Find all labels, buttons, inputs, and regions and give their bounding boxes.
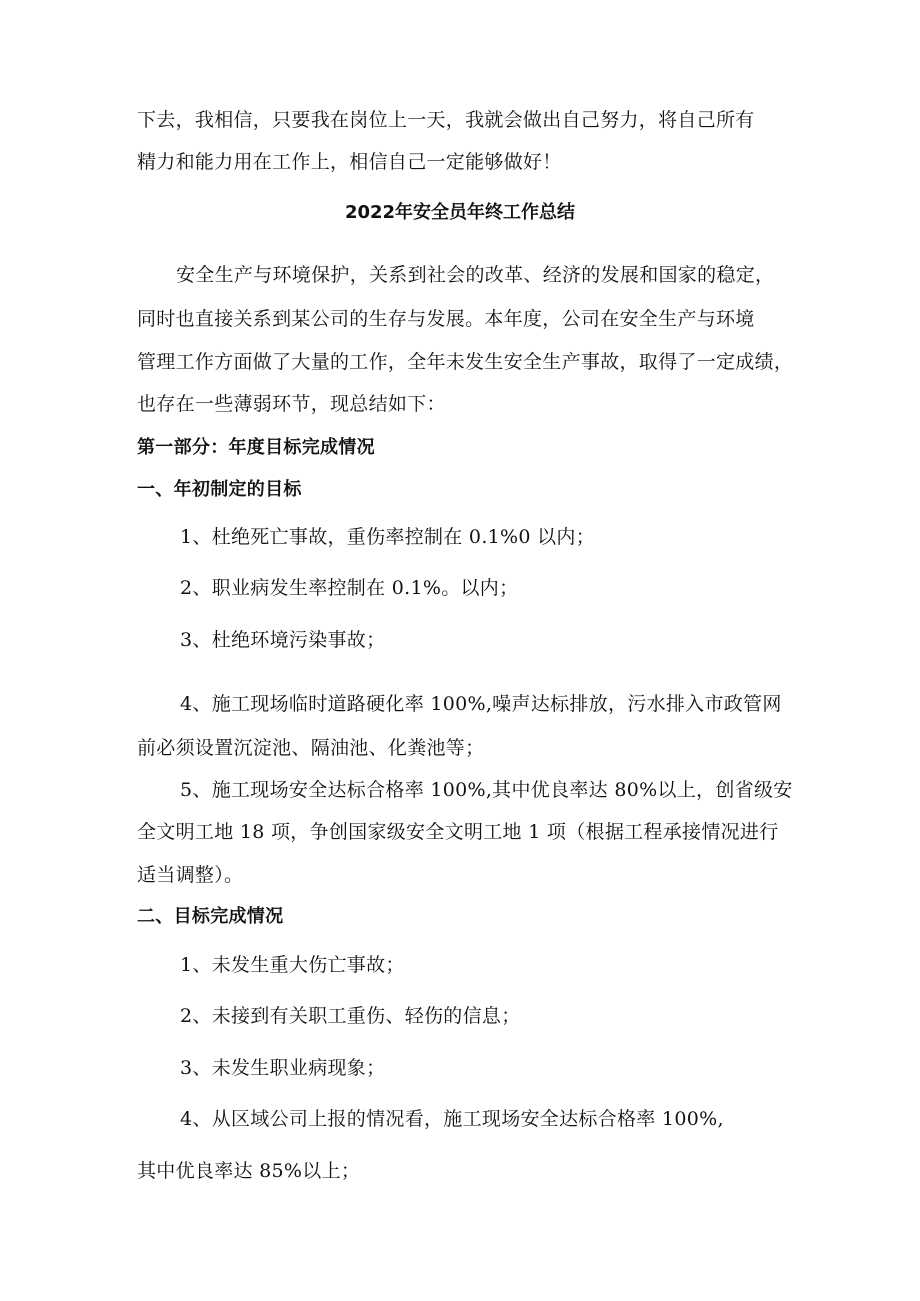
goal-item-5-line-1: 5、施工现场安全达标合格率 100%,其中优良率达 80%以上，创省级安 — [180, 779, 793, 801]
section2-heading: 二、目标完成情况 — [137, 906, 284, 927]
result-item-1: 1、未发生重大伤亡事故； — [180, 954, 405, 976]
intro-line-3: 管理工作方面做了大量的工作，全年未发生安全生产事故，取得了一定成绩， — [137, 351, 794, 373]
intro-line-4: 也存在一些薄弱环节，现总结如下： — [137, 393, 446, 415]
result-item-3: 3、未发生职业病现象； — [180, 1057, 386, 1079]
carryover-line-1: 下去，我相信，只要我在岗位上一天，我就会做出自己努力，将自己所有 — [137, 109, 755, 131]
document-title: 2022年安全员年终工作总结 — [344, 202, 576, 223]
intro-line-2: 同时也直接关系到某公司的生存与发展。本年度，公司在安全生产与环境 — [137, 308, 755, 330]
section1-heading: 一、年初制定的目标 — [137, 479, 302, 500]
goal-item-5-line-3: 适当调整）。 — [137, 864, 244, 886]
carryover-line-2: 精力和能力用在工作上，相信自己一定能够做好！ — [137, 151, 562, 173]
goal-item-1: 1、杜绝死亡事故，重伤率控制在 0.1%0 以内； — [180, 526, 596, 548]
result-item-2: 2、未接到有关职工重伤、轻伤的信息； — [180, 1005, 521, 1027]
result-item-4-line-1: 4、从区域公司上报的情况看，施工现场安全达标合格率 100%, — [180, 1108, 724, 1130]
goal-item-3: 3、杜绝环境污染事故； — [180, 629, 386, 651]
goal-item-5-line-2: 全文明工地 18 项，争创国家级安全文明工地 1 项（根据工程承接情况进行 — [137, 821, 779, 843]
goal-item-2: 2、职业病发生率控制在 0.1%。以内； — [180, 577, 519, 599]
goal-item-4-line-1: 4、施工现场临时道路硬化率 100%,噪声达标排放，污水排入市政管网 — [180, 693, 782, 715]
part1-heading: 第一部分：年度目标完成情况 — [137, 437, 375, 458]
intro-line-1: 安全生产与环境保护，关系到社会的改革、经济的发展和国家的稳定， — [176, 264, 775, 286]
result-item-4-line-2: 其中优良率达 85%以上； — [137, 1160, 361, 1182]
goal-item-4-line-2: 前必须设置沉淀池、隔油池、化粪池等； — [137, 737, 485, 759]
